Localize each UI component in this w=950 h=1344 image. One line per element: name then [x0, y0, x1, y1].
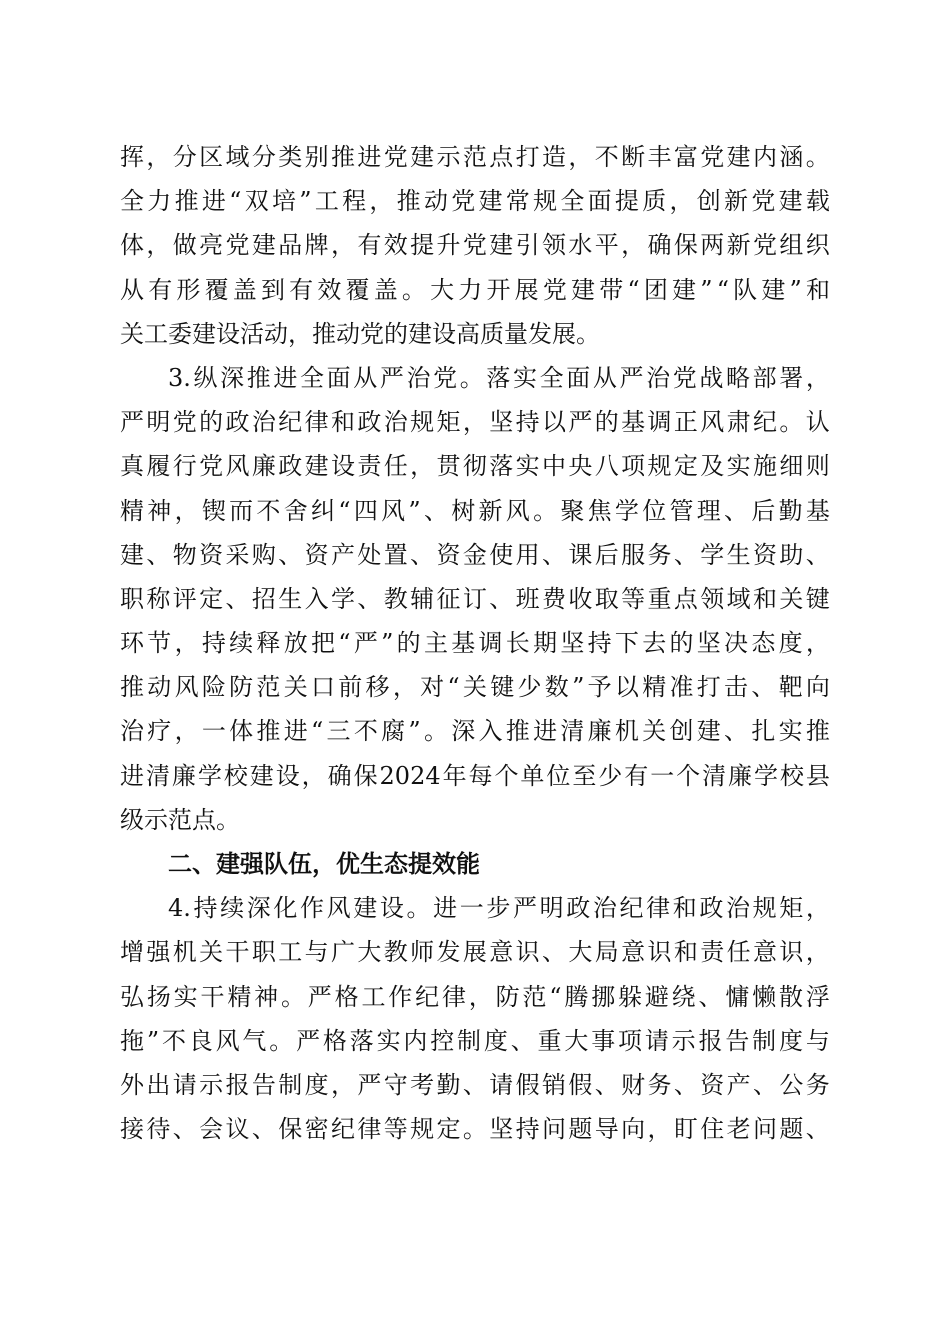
text-line: 从 有 形 覆 盖 到 有 效 覆 盖 。 大 力 开 展 党 建 带 “ 团 建 ” “ 队 建 ” 和 — [120, 275, 830, 304]
text-line: 推 动 风 险 防 范 关 口 前 移 ， 对 “ 关 键 少 数 ” 予 以 精 准 打 击 、 靶 向 — [120, 673, 830, 702]
text-line: 精 神 ， 锲 而 不 舍 纠 “ 四 风 ” 、 树 新 风 。 聚 焦 学 位 管 理 、 后 勤 基 — [120, 496, 830, 525]
text-line: 4. 持 续 深 化 作 风 建 设 。 进 一 步 严 明 政 治 纪 律 和 政 治 规 矩 ， — [168, 894, 830, 923]
text-line: 环 节 ， 持 续 释 放 把 “ 严 ” 的 主 基 调 长 期 坚 持 下 去 的 坚 决 态 度 ， — [120, 629, 830, 658]
text-line: 接 待 、 会 议 、 保 密 纪 律 等 规 定 。 坚 持 问 题 导 向 ， 盯 住 老 问 题 、 — [120, 1115, 830, 1144]
text-line: 拖 ” 不 良 风 气 。 严 格 落 实 内 控 制 度 、 重 大 事 项 请 示 报 告 制 度 与 — [120, 1026, 830, 1055]
text-line: 体 ， 做 亮 党 建 品 牌 ， 有 效 提 升 党 建 引 领 水 平 ， 确 保 两 新 党 组 织 — [120, 231, 830, 260]
text-line: 弘 扬 实 干 精 神 。 严 格 工 作 纪 律 ， 防 范 “ 腾 挪 躲 避 绕 、 慵 懒 散 浮 — [120, 982, 830, 1011]
text-line: 治 疗 ， 一 体 推 进 “ 三 不 腐 ” 。 深 入 推 进 清 廉 机 关 创 建 、 扎 实 推 — [120, 717, 830, 746]
text-line: 严 明 党 的 政 治 纪 律 和 政 治 规 矩 ， 坚 持 以 严 的 基 调 正 风 肃 纪 。 认 — [120, 408, 830, 437]
section-heading: 二、建强队伍，优生态提效能 — [168, 850, 480, 878]
text-line: 增 强 机 关 干 职 工 与 广 大 教 师 发 展 意 识 、 大 局 意 识 和 责 任 意 识 ， — [120, 938, 830, 967]
text-line: 挥 ， 分 区 域 分 类 别 推 进 党 建 示 范 点 打 造 ， 不 断 丰 富 党 建 内 涵 。 — [120, 143, 830, 171]
text-line: 真 履 行 党 风 廉 政 建 设 责 任 ， 贯 彻 落 实 中 央 八 项 规 定 及 实 施 细 则 — [120, 452, 830, 481]
text-line: 全 力 推 进 “ 双 培 ” 工 程 ， 推 动 党 建 常 规 全 面 提 质 ， 创 新 党 建 载 — [120, 187, 830, 216]
text-line: 3. 纵 深 推 进 全 面 从 严 治 党 。 落 实 全 面 从 严 治 党 战 略 部 署 ， — [168, 363, 830, 392]
document-body — [120, 135, 830, 1151]
text-line: 级示范点。 — [120, 805, 240, 834]
text-line: 进 清 廉 学 校 建 设 ， 确 保 2024 年 每 个 单 位 至 少 有 一 个 清 廉 学 校 县 — [120, 761, 830, 790]
text-line: 关工委建设活动，推动党的建设高质量发展。 — [120, 319, 600, 348]
text-line: 职 称 评 定 、 招 生 入 学 、 教 辅 征 订 、 班 费 收 取 等 重 点 领 域 和 关 键 — [120, 584, 830, 613]
text-line: 建 、 物 资 采 购 、 资 产 处 置 、 资 金 使 用 、 课 后 服 务 、 学 生 资 助 、 — [120, 540, 830, 569]
text-line: 外 出 请 示 报 告 制 度 ， 严 守 考 勤 、 请 假 销 假 、 财 务 、 资 产 、 公 务 — [120, 1070, 830, 1099]
